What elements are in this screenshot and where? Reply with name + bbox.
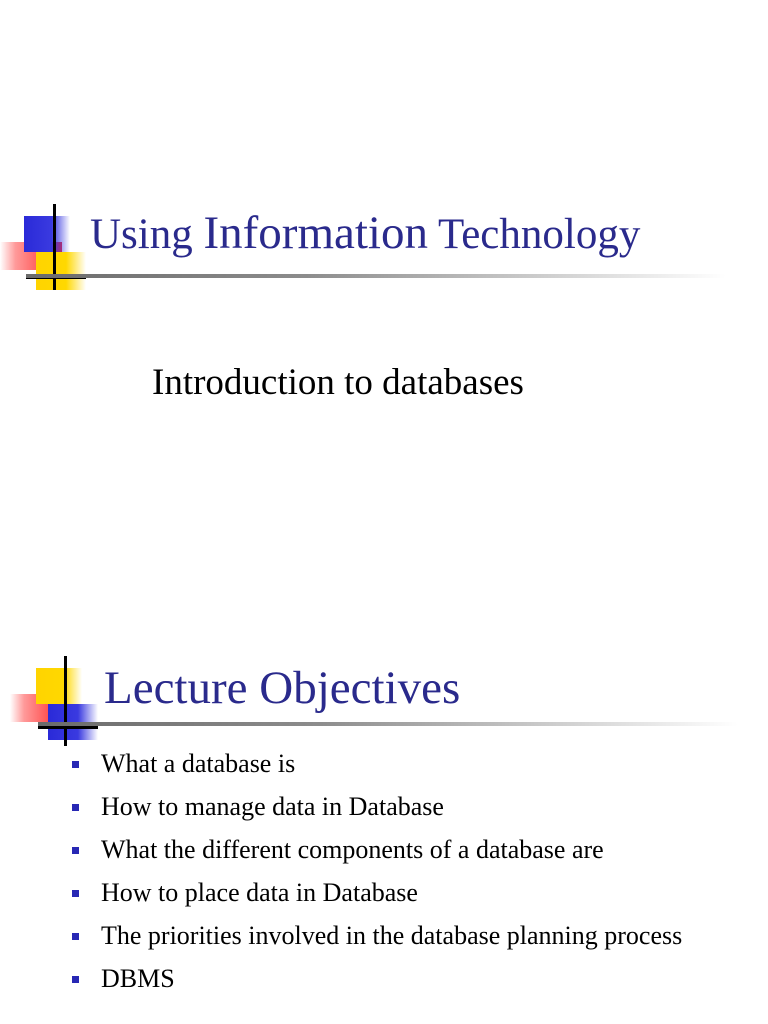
objectives-heading: Lecture Objectives	[104, 662, 461, 714]
list-item-text: How to manage data in Database	[101, 792, 444, 821]
list-item	[72, 834, 692, 865]
logo-yellow-block	[36, 252, 86, 290]
bullet-square-icon	[72, 847, 79, 854]
list-item-text: DBMS	[101, 964, 175, 993]
logo-horizontal-line	[38, 726, 98, 729]
slide-objectives	[0, 576, 768, 1024]
list-item-text: How to place data in Database	[101, 878, 418, 907]
list-item	[72, 920, 692, 951]
title-underline-rule	[26, 274, 726, 278]
list-item	[72, 791, 692, 822]
slide-logo-decoration	[0, 656, 90, 746]
logo-blue-block	[24, 216, 70, 252]
title-word-using: Using	[90, 211, 204, 258]
bullet-square-icon	[72, 976, 79, 983]
title-word-technology: Technology	[427, 211, 641, 258]
bullet-square-icon	[72, 761, 79, 768]
list-item	[72, 963, 692, 994]
list-item-text: The priorities involved in the database planning process	[101, 921, 683, 950]
bullet-square-icon	[72, 933, 79, 940]
slide-subtitle: Introduction to databases	[152, 362, 524, 403]
bullet-square-icon	[72, 804, 79, 811]
list-item	[72, 877, 692, 908]
bullet-square-icon	[72, 890, 79, 897]
list-item-text: What a database is	[101, 749, 296, 778]
title-word-information: Information	[203, 207, 428, 259]
title-underline-rule	[38, 722, 738, 726]
slide-logo-decoration	[0, 204, 90, 294]
logo-vertical-line	[64, 656, 67, 746]
list-item	[72, 748, 692, 779]
objectives-list	[72, 748, 692, 1006]
slide-title-heading	[90, 203, 640, 265]
list-item-text: What the different components of a database are	[101, 835, 604, 864]
logo-yellow-block	[36, 668, 82, 704]
